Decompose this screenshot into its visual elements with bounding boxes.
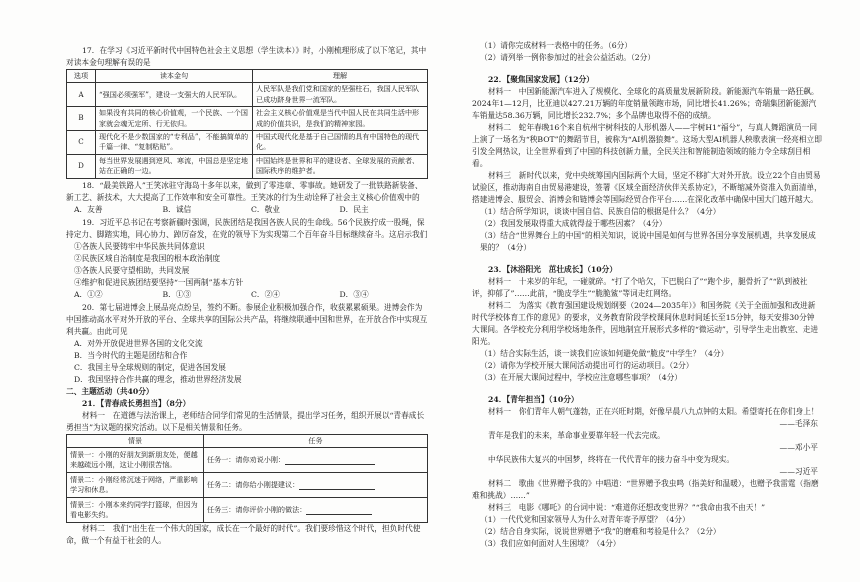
q21-task-label: 任务三：请你评价小刚的做法： <box>207 504 307 514</box>
q24-material3: 材料三 电影《哪吒》的台词中说：“难道你还想改变世界？”“我命由我不由天！” <box>488 503 766 512</box>
q22-material2: 材料二 蛇年春晚16个来自杭州宇树科技的人形机器人——宇树H1“福兮”，与真人舞蹈演员一同上演了一场名为“秧BOT”的舞蹈节目，被称为“AI机器狼舞”。这场大型AI机器人秧歌表演一经亮相立即引发全网热议，让全世界看到了中国的科技创新力量，全民关注和智能制造领域的能力令全球刮目相看。 <box>472 123 822 168</box>
q21-question: （2）请列举一例你参加过的社会公益活动。（2分） <box>480 53 656 62</box>
q19-item: ①各族人民要铸牢中华民族共同体意识 <box>74 241 205 251</box>
q17-option: A <box>67 83 96 107</box>
table-row <box>67 107 428 131</box>
q19-option-a: A．①② <box>74 289 103 299</box>
q22-material3: 材料三 新时代以来，党中央统筹国内国际两个大局，坚定不移扩大对外开放。设立22个自由贸易试验区，推动海南自由贸易港建设，签署《区域全面经济伙伴关系协定》，不断缩减外资准入负面清单，搭建进博会、服贸会、消博会和链博会等国际经贸合作平台……在深化改革中确保中国大门越开越大。 <box>472 171 822 204</box>
q22-material1: 材料一 中国新能源汽车进入了规模化、全球化的高质量发展新阶段。新能源汽车销量一路狂飙。2024年1—12月，比亚迪以427.21万辆的年度销量领跑市场，同比增长41.26%；奇瑞集团新能源汽车销量达58.36万辆，同比增长232.7%；多个品牌也取得不俗的成绩。 <box>472 87 819 120</box>
q17-option: C <box>67 131 96 155</box>
q21-header-row <box>67 434 428 447</box>
right-column <box>472 40 822 550</box>
q20-option-d: D．我国坚持合作共赢的理念，推动世界经济发展 <box>74 374 242 384</box>
section-heading: 二、主题活动（共40分） <box>66 386 154 396</box>
answer-blank[interactable] <box>306 506 372 515</box>
table-row <box>67 448 428 473</box>
q21-task <box>204 498 428 523</box>
quote-signature: ——毛泽东 <box>779 419 818 428</box>
q18-option-b: B．诚信 <box>162 204 192 214</box>
q17-meaning: 社会主义核心价值观是当代中国人民在共同生活中形成的价值共识，是我们的精神家园。 <box>253 107 428 131</box>
q20-option-a: A．对外开放促进世界各国的文化交流 <box>74 338 203 348</box>
table-row <box>67 473 428 498</box>
q21-header-task: 任务 <box>204 434 428 447</box>
q19-stem: 19．习近平总书记在考察新疆时强调，民族团结是我国各族人民的生命线。56个民族拧成一股绳，保持定力、脚踏实地，同心协力、踔厉奋发，在党的领导下为实现第二个百年奋斗目标继续奋斗。这启示我们 <box>66 217 428 239</box>
quote-signature: ——邓小平 <box>779 443 818 452</box>
q18-option-a: A．友善 <box>74 204 103 214</box>
q21-task <box>204 448 428 473</box>
q17-option: B <box>67 107 96 131</box>
q21-scene: 情景一：小刚的好朋友到新朋友处，便越来越疏远小刚，这让小刚很苦恼。 <box>67 448 204 473</box>
q18-option-d: D．民主 <box>339 204 369 214</box>
q23-material2: 材料二 为落实《教育强国建设规划纲要（2024—2035年）》和国务院《关于全面加强和改进新时代学校体育工作的意见》的要求，义务教育阶段学校课间休息时间延长至15分钟，每天安排30分钟大课间。各学校充分利用学校场地条件，因地制宜开展形式多样的“微运动”，引导学生走出教室、走进阳光。 <box>472 301 819 346</box>
q24-material1: 材料一 你们青年人朝气蓬勃，正在兴旺时期，好像早晨八九点钟的太阳。希望寄托在你们身上！ <box>488 407 819 416</box>
q21-material2: 材料二 我们“出生在一个伟大的国家，成长在一个最好的时代”。我们要珍惜这个时代，担负时代使命，做一个有益于社会的人。 <box>66 524 421 546</box>
q17-sentence: 现代化不是少数国家的“专利品”，不能搞简单的千篇一律、“复制粘贴”。 <box>96 131 253 155</box>
q23-material1: 材料一 十来岁的年纪，一碰就碎。“打了个哈欠，下巴脱臼了”“跑个步，腿骨折了”“趴到被社评，抑郁了”……此前，“脆皮学生”“脆脆鲨”等词走红网络。 <box>472 277 808 298</box>
q18-stem: 18．“最美铁路人”王笑冰驻守海岛十多年以来，做到了零违章、零事故。她研发了一批铁路新装备、新工艺、新技术，大大提高了工作效率和安全可靠性。王笑冰的行为生动诠释了社会主义核心价值观中的 <box>66 180 423 202</box>
q17-header-row <box>67 70 428 83</box>
q17-meaning: 人民军队是我们党和国家的坚强柱石，我国人民军队已成功跻身世界一流军队。 <box>253 83 428 107</box>
q22-question: （2）我国发展取得重大成就得益于哪些因素？（4分） <box>480 219 667 228</box>
q19-item: ②民族区域自治制度是我国的根本政治制度 <box>74 253 221 263</box>
q18-option-c: C．敬业 <box>251 204 280 214</box>
q22-title: 22．【聚焦国家发展】（12分） <box>488 75 594 84</box>
q19-option-d: D．③④ <box>339 289 369 299</box>
q21-title: 21．【青春成长勇担当】（8分） <box>82 398 191 408</box>
answer-blank[interactable] <box>299 481 375 490</box>
q17-header-sentence: 读本金句 <box>96 70 253 83</box>
table-row <box>67 154 428 178</box>
q18-options <box>66 204 428 216</box>
q23-title: 23．【沐浴阳光 茁壮成长】（10分） <box>488 265 618 274</box>
q24-quote: 青年是我们的未来，革命事业要靠年轻一代去完成。 <box>488 431 665 440</box>
q20-stem: 20．第七届进博会上展品亮点纷呈，签约不断。参展企业积极加强合作，收获累累硕果。进博会作为中国推动高水平对外开放的平台、全球共享的国际公共产品，将继续联通中国和世界，在开放合作中实现互利共赢。由此可见 <box>66 302 428 336</box>
q17-sentence: 如果没有共同的核心价值观，一个民族、一个国家就会魂无定所、行无依归。 <box>96 107 253 131</box>
q19-option-c: C．②④ <box>251 289 280 299</box>
q17-header-meaning: 理解 <box>253 70 428 83</box>
q22-question: （3）结合“世界舞台上的中国”的相关知识，说说中国是如何与世界各国分享发展机遇，共享发展成果的？（4分） <box>480 231 816 252</box>
q20-option-c: C．我国主导全球规则的制定，促进各国发展 <box>74 362 226 372</box>
q19-options <box>66 289 428 301</box>
q24-question: （3）我们应如何面对人生困境？（4分） <box>480 539 621 548</box>
q21-header-scene: 情景 <box>67 434 204 447</box>
q17-stem: 17．在学习《习近平新时代中国特色社会主义思想（学生读本）》时，小刚梳理形成了以下笔记，其中对读本金句理解有误的是 <box>66 46 427 67</box>
q19-option-b: B．①③ <box>162 289 192 299</box>
table-row <box>67 498 428 523</box>
q21-scene: 情景三：小刚本来约同学打篮球，但因为看电影失约。 <box>67 498 204 523</box>
table-row <box>67 83 428 107</box>
q17-option: D <box>67 154 96 178</box>
left-column <box>66 44 428 547</box>
q24-question: （1）一代代党和国家领导人为什么对青年寄予厚望？（4分） <box>480 515 690 524</box>
q24-material2: 材料二 歌曲《世界赠予我的》中唱道：“世界赠予我虫鸣（指美好和温暖），也赠予我雷霆（指磨难和挑战）……” <box>472 479 819 500</box>
q21-table <box>66 434 428 523</box>
q19-item: ③各族人民要守望相助，共同发展 <box>74 265 190 275</box>
quote-signature: ——习近平 <box>779 467 818 476</box>
q17-meaning: 中国始终是世界和平的建设者、全球发展的贡献者、国际秩序的维护者。 <box>253 154 428 178</box>
q21-task-label: 任务二：请你给小刚提建议： <box>207 479 300 489</box>
q17-table <box>66 69 428 179</box>
q21-task <box>204 473 428 498</box>
q22-question: （1）结合所学知识，谈谈中国自信、民族自信的根据是什么？（4分） <box>480 207 721 216</box>
q17-meaning: 中国式现代化是基于自己国情的具有中国特色的现代化。 <box>253 131 428 155</box>
q17-sentence: “强国必须强军”，建设一支强大的人民军队。 <box>96 83 253 107</box>
q24-title: 24．【青年担当】（10分） <box>488 395 579 404</box>
table-row <box>67 131 428 155</box>
q21-scene: 情景二：小刚经常沉迷于网络，严重影响学习和休息。 <box>67 473 204 498</box>
answer-blank[interactable] <box>285 456 375 465</box>
q23-question: （3）在开展大课间过程中，学校应注意哪些事项？（4分） <box>480 373 682 382</box>
q21-material1: 材料一 在道德与法治课上，老师结合同学们常见的生活情景，提出学习任务，组织开展以“青春成长勇担当”为议题的探究活动。以下是相关情景和任务。 <box>66 410 425 432</box>
q19-item: ④维护和促进民族团结要坚持“一国两制”基本方针 <box>74 277 244 287</box>
q23-question: （1）结合实际生活，谈一谈我们应该如何避免做“脆皮”中学生？（4分） <box>480 349 729 358</box>
q17-header-option: 选项 <box>67 70 96 83</box>
q17-sentence: 每当世界发展遇到逆风、寒流，中国总是坚定地站在正确的一边。 <box>96 154 253 178</box>
q20-option-b: B．当今时代的主题是团结和合作 <box>74 350 188 360</box>
q21-question: （1）请你完成材料一表格中的任务。（6分） <box>480 41 632 50</box>
q21-task-label: 任务一：请你劝说小刚： <box>207 454 286 464</box>
q24-quote: 中华民族伟大复兴的中国梦，终将在一代代青年的接力奋斗中变为现实。 <box>488 455 735 464</box>
q24-question: （2）结合自身实际，说说世界赠予“我”的磨难和考验是什么？（2分） <box>480 527 721 536</box>
q23-question: （2）请你为学校开展大课间活动提出可行的运动项目。（2分） <box>480 361 694 370</box>
